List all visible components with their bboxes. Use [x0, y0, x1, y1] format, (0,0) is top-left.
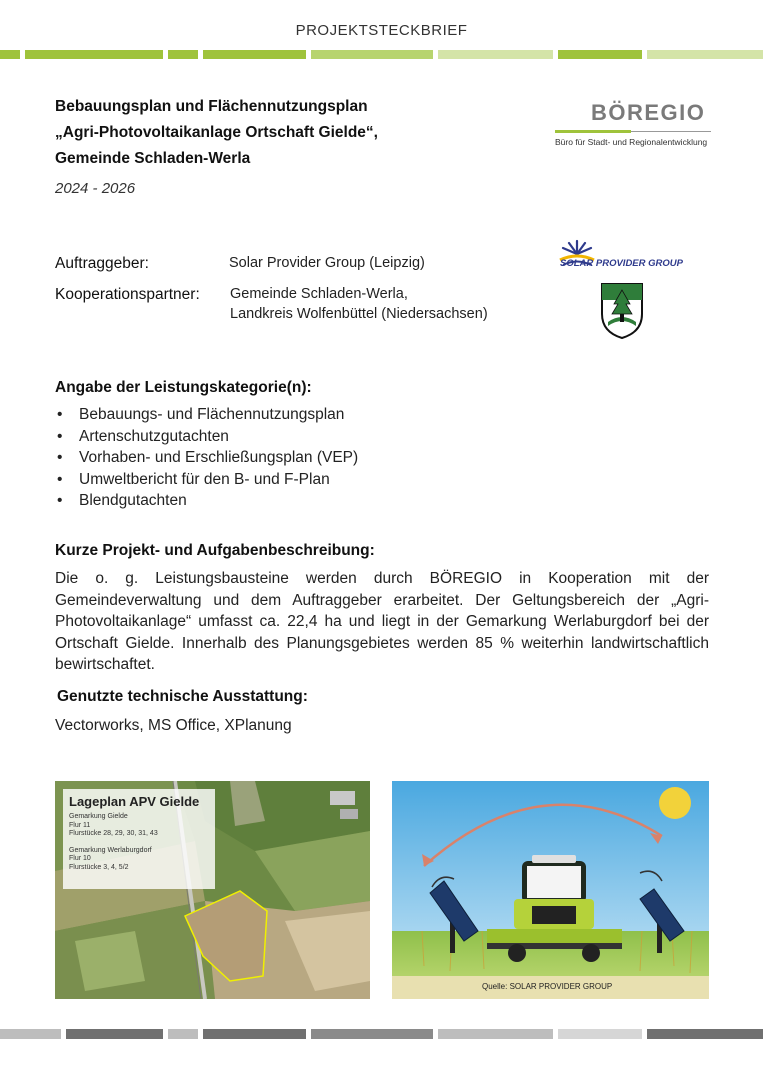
equipment-heading: Genutzte technische Ausstattung: [57, 688, 308, 705]
boregio-logo-tagline: Büro für Stadt- und Regionalentwicklung [555, 137, 708, 147]
project-years: 2024 - 2026 [55, 180, 136, 197]
partner-value-line1: Gemeinde Schladen-Werla, [230, 286, 408, 302]
partner-label: Kooperationspartner: [55, 286, 200, 303]
client-label: Auftraggeber: [55, 255, 149, 272]
solar-provider-logo [557, 238, 707, 272]
boregio-logo-name: BÖREGIO [591, 100, 706, 125]
partner-value [230, 284, 488, 324]
partner-value-line2: Landkreis Wolfenbüttel (Niedersachsen) [230, 306, 488, 322]
list-item: • Bebauungs- und Flächennutzungsplan [55, 404, 358, 426]
client-value: Solar Provider Group (Leipzig) [229, 255, 425, 271]
project-title-line3: Gemeinde Schladen-Werla [55, 150, 251, 167]
illustration-source: Quelle: SOLAR PROVIDER GROUP [482, 982, 613, 991]
map-title: Lageplan APV Gielde [69, 794, 200, 809]
list-item: • Umweltbericht für den B- und F-Plan [55, 469, 358, 491]
map-line: Flur 10 [69, 855, 91, 862]
list-item: • Blendgutachten [55, 490, 358, 512]
map-line: Gemarkung Werlaburgdorf [69, 846, 152, 854]
categories-list [55, 404, 358, 512]
list-item: • Vorhaben- und Erschließungsplan (VEP) [55, 447, 358, 469]
map-line: Flurstücke 3, 4, 5/2 [69, 863, 129, 871]
map-line: Flur 11 [69, 821, 91, 829]
map-legend-box [63, 789, 215, 889]
categories-heading: Angabe der Leistungskategorie(n): [55, 379, 312, 396]
equipment-text: Vectorworks, MS Office, XPlanung [55, 717, 292, 734]
agri-pv-illustration [392, 781, 709, 999]
boregio-logo-underline [555, 130, 631, 133]
map-line: Gemarkung Gielde [69, 813, 128, 820]
project-title-line1: Bebauungsplan und Flächennutzungsplan [55, 98, 368, 115]
map-line: Flurstücke 28, 29, 30, 31, 43 [69, 830, 158, 837]
list-item: • Artenschutzgutachten [55, 426, 358, 448]
coat-of-arms-icon [600, 282, 644, 340]
solar-provider-logo-text: SOLAR PROVIDER GROUP [560, 258, 683, 269]
site-map-image [55, 781, 370, 999]
project-title-line2: „Agri-Photovoltaikanlage Ortschaft Gielde“, [55, 124, 378, 141]
description-heading: Kurze Projekt- und Aufgabenbeschreibung: [55, 542, 375, 559]
project-title [55, 94, 378, 172]
boregio-logo-rule [631, 131, 711, 132]
description-text: Die o. g. Leistungsbausteine werden durch BÖREGIO in Kooperation mit der Gemeindeverwaltung und dem Auftraggeber erarbeitet. Der Geltungsbereich der „Agri-Photovoltaikanlage“ umfasst ca. 22,4 ha und liegt in der Gemarkung Werlaburgdorf bei der Ortschaft Gielde. Innerhalb des Planungsgebietes werden 85 % weiterhin landwirtschaftlich bewirtschaftet. [55, 570, 709, 673]
harvester-solar-graphic [392, 781, 709, 999]
page-header-title: PROJEKTSTECKBRIEF [295, 22, 468, 39]
